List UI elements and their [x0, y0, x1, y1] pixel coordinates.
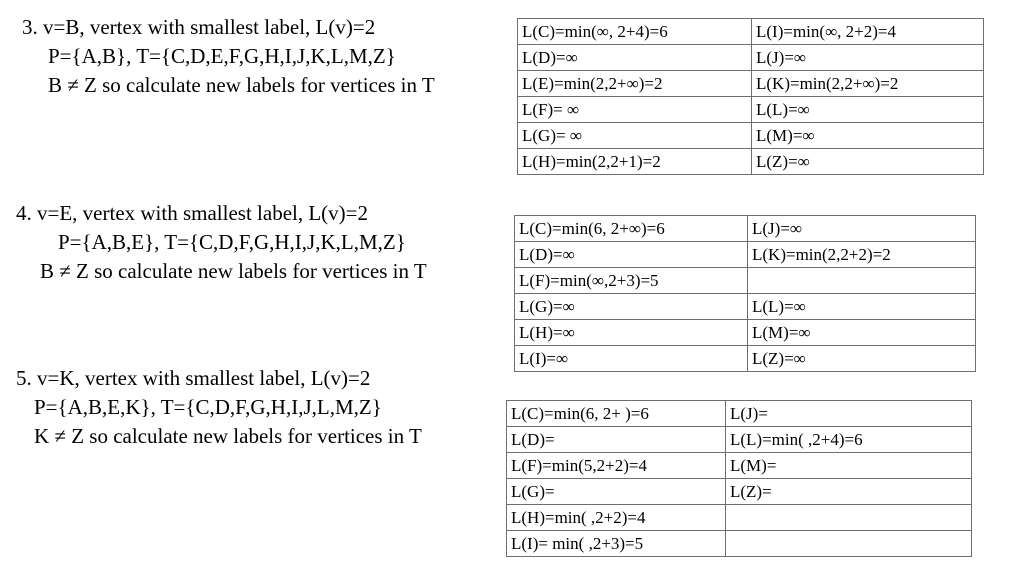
- table-row: [515, 320, 976, 346]
- label-cell: L(Z)=∞: [748, 346, 976, 372]
- table-row: [507, 479, 972, 505]
- step-4-text: [16, 199, 427, 286]
- label-cell: L(H)=min(2,2+1)=2: [518, 149, 752, 175]
- label-cell: L(J)=∞: [748, 216, 976, 242]
- step-5-note: K ≠ Z so calculate new labels for vertices in T: [34, 424, 422, 448]
- label-cell: L(K)=min(2,2+∞)=2: [752, 71, 984, 97]
- table-row: [507, 531, 972, 557]
- label-cell: L(I)=∞: [515, 346, 748, 372]
- table-row: [507, 427, 972, 453]
- label-cell: L(D)=∞: [518, 45, 752, 71]
- label-cell: L(F)=min(5,2+2)=4: [507, 453, 726, 479]
- table-row: [507, 505, 972, 531]
- table-row: [515, 216, 976, 242]
- label-cell: L(M)=: [726, 453, 972, 479]
- table-row: [518, 123, 984, 149]
- label-cell: L(F)= ∞: [518, 97, 752, 123]
- label-cell: L(H)=∞: [515, 320, 748, 346]
- step-3-sets: P={A,B}, T={C,D,E,F,G,H,I,J,K,L,M,Z}: [48, 44, 396, 68]
- step-3-text: [22, 13, 435, 100]
- table-row: [518, 71, 984, 97]
- step-5-label-table: [506, 400, 972, 557]
- label-cell: L(J)=∞: [752, 45, 984, 71]
- label-cell: L(M)=∞: [748, 320, 976, 346]
- table-row: [507, 401, 972, 427]
- label-cell: L(C)=min(6, 2+∞)=6: [515, 216, 748, 242]
- step-4-sets: P={A,B,E}, T={C,D,F,G,H,I,J,K,L,M,Z}: [58, 230, 406, 254]
- label-cell: [726, 531, 972, 557]
- label-cell: L(E)=min(2,2+∞)=2: [518, 71, 752, 97]
- table-row: [518, 19, 984, 45]
- step-3-note: B ≠ Z so calculate new labels for vertices in T: [48, 73, 435, 97]
- step-5-sets: P={A,B,E,K}, T={C,D,F,G,H,I,J,L,M,Z}: [34, 395, 382, 419]
- label-cell: [726, 505, 972, 531]
- step-4-note: B ≠ Z so calculate new labels for vertices in T: [40, 259, 427, 283]
- label-cell: L(D)=: [507, 427, 726, 453]
- label-cell: L(F)=min(∞,2+3)=5: [515, 268, 748, 294]
- label-cell: L(I)= min( ,2+3)=5: [507, 531, 726, 557]
- label-cell: L(D)=∞: [515, 242, 748, 268]
- table-row: [515, 268, 976, 294]
- table-row: [515, 242, 976, 268]
- label-cell: L(G)=∞: [515, 294, 748, 320]
- label-cell: L(M)=∞: [752, 123, 984, 149]
- label-cell: L(C)=min(∞, 2+4)=6: [518, 19, 752, 45]
- label-cell: L(K)=min(2,2+2)=2: [748, 242, 976, 268]
- table-row: [518, 45, 984, 71]
- table-row: [515, 346, 976, 372]
- label-cell: L(H)=min( ,2+2)=4: [507, 505, 726, 531]
- label-cell: [748, 268, 976, 294]
- label-cell: L(C)=min(6, 2+ )=6: [507, 401, 726, 427]
- step-5-heading: 5. v=K, vertex with smallest label, L(v)=2: [16, 366, 371, 390]
- label-cell: L(L)=∞: [748, 294, 976, 320]
- label-cell: L(G)= ∞: [518, 123, 752, 149]
- table-row: [518, 149, 984, 175]
- label-cell: L(Z)=∞: [752, 149, 984, 175]
- label-cell: L(I)=min(∞, 2+2)=4: [752, 19, 984, 45]
- label-cell: L(L)=min( ,2+4)=6: [726, 427, 972, 453]
- label-cell: L(G)=: [507, 479, 726, 505]
- step-3-heading: 3. v=B, vertex with smallest label, L(v)=2: [22, 15, 376, 39]
- step-4-heading: 4. v=E, vertex with smallest label, L(v)=2: [16, 201, 369, 225]
- table-row: [518, 97, 984, 123]
- label-cell: L(Z)=: [726, 479, 972, 505]
- step-5-text: [16, 364, 422, 451]
- table-row: [515, 294, 976, 320]
- table-row: [507, 453, 972, 479]
- step-3-label-table: [517, 18, 984, 175]
- label-cell: L(J)=: [726, 401, 972, 427]
- label-cell: L(L)=∞: [752, 97, 984, 123]
- step-4-label-table: [514, 215, 976, 372]
